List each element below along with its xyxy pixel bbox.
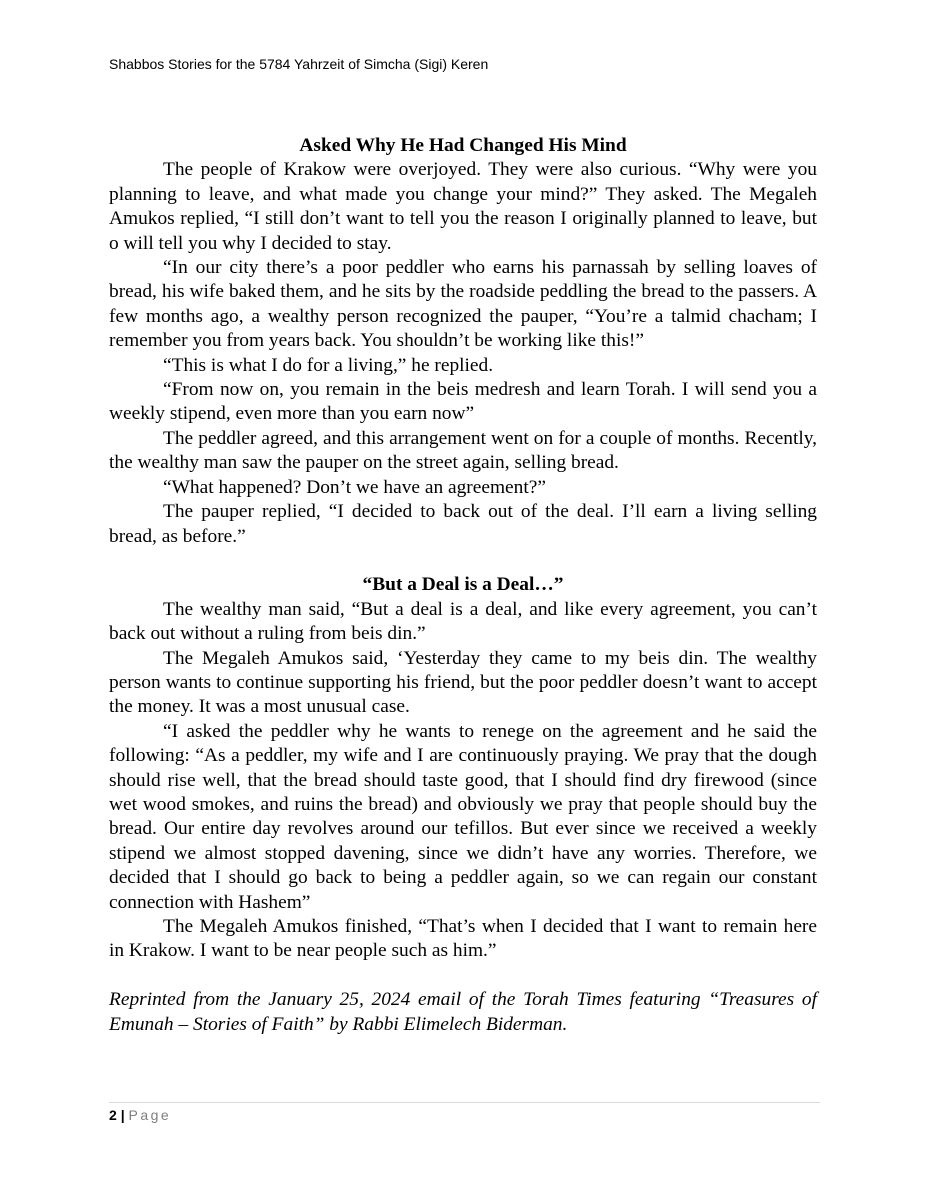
footer-separator: |: [120, 1107, 125, 1123]
footer-divider: [109, 1102, 820, 1103]
section-spacer: [109, 964, 817, 988]
section-heading: “But a Deal is a Deal…”: [362, 574, 564, 596]
paragraph: The people of Krakow were overjoyed. They were also curious. “Why were you planning to leave, and what made you change your mind?” They asked. The Megaleh Amukos replied, “I still don’t want to tell you the reason I originally planned to leave, but o will tell you why I decided to stay.: [109, 159, 817, 254]
paragraph: “From now on, you remain in the beis medresh and learn Torah. I will send you a weekly stipend, even more than you earn now”: [109, 379, 817, 425]
running-header: Shabbos Stories for the 5784 Yahrzeit of Simcha (Sigi) Keren: [109, 56, 489, 72]
paragraph: “What happened? Don’t we have an agreement?”: [163, 476, 546, 498]
paragraph: “In our city there’s a poor peddler who earns his parnassah by selling loaves of bread, his wife baked them, and he sits by the roadside peddling the bread to the passers. A few months ago, a wealthy person recognized the pauper, “You’re a talmid chacham; I remember you from years back. You shouldn’t be working like this!”: [109, 257, 817, 352]
paragraph: The Megaleh Amukos finished, “That’s when I decided that I want to remain here in Krakow. I want to be near people such as him.”: [109, 915, 817, 962]
paragraph: The peddler agreed, and this arrangement went on for a couple of months. Recently, the wealthy man saw the pauper on the street again, selling bread.: [109, 427, 817, 474]
page-label: Page: [128, 1107, 172, 1123]
reprint-credit: Reprinted from the January 25, 2024 email of the Torah Times featuring “Treasures of Emunah – Stories of Faith” by Rabbi Elimelech Biderman.: [109, 989, 817, 1035]
paragraph: The wealthy man said, “But a deal is a deal, and like every agreement, you can’t back out without a ruling from beis din.”: [109, 598, 817, 645]
section-heading: Asked Why He Had Changed His Mind: [299, 135, 627, 156]
paragraph: “I asked the peddler why he wants to renege on the agreement and he said the following: “As a peddler, my wife and I are continuously praying. We pray that the dough should rise well, that the bread should taste good, that I should find dry firewood (since wet wood smokes, and ruins the bread) and obviously we pray that people should buy the bread. Our entire day revolves around our tefillos. But ever since we received a weekly stipend we almost stopped davening, since we didn’t have any worries. Therefore, we decided that I should go back to being a peddler again, so we can regain our constant connection with Hashem”: [109, 720, 817, 913]
page-footer: [109, 1107, 171, 1123]
article-body: [109, 134, 817, 1037]
section-spacer: [109, 549, 817, 573]
paragraph: The Megaleh Amukos said, ‘Yesterday they came to my beis din. The wealthy person wants to continue supporting his friend, but the poor peddler doesn’t want to accept the money. It was a most unusual case.: [109, 647, 817, 718]
page-number: 2: [109, 1107, 117, 1123]
paragraph: “This is what I do for a living,” he replied.: [163, 354, 494, 376]
paragraph: The pauper replied, “I decided to back out of the deal. I’ll earn a living selling bread, as before.”: [109, 501, 817, 547]
